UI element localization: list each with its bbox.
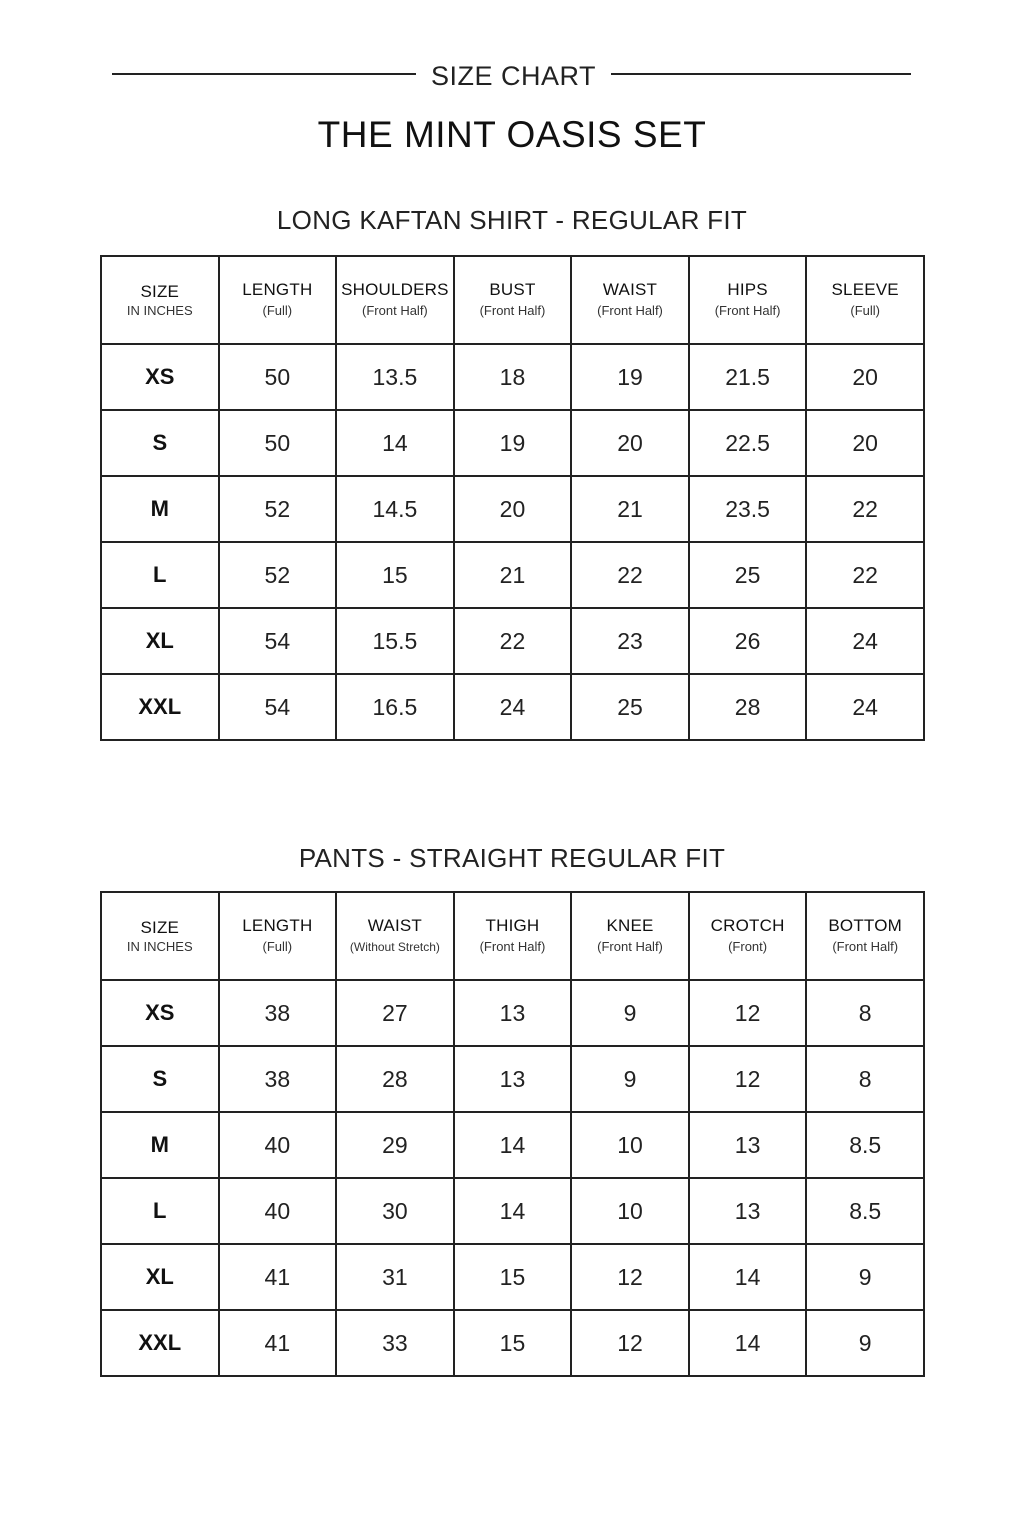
table-cell: 24 xyxy=(806,674,924,740)
column-header-label: LENGTH xyxy=(242,916,313,935)
column-header-label: SHOULDERS xyxy=(341,280,449,299)
table-cell: 9 xyxy=(571,1046,689,1112)
table-cell: 15 xyxy=(336,542,454,608)
header-rule-left xyxy=(112,73,416,75)
table-cell: 40 xyxy=(219,1112,337,1178)
table-cell: 14 xyxy=(454,1178,572,1244)
column-header-thigh xyxy=(454,892,572,980)
table-cell: 12 xyxy=(689,1046,807,1112)
table-cell: 10 xyxy=(571,1112,689,1178)
table-cell: 25 xyxy=(689,542,807,608)
table-cell: 38 xyxy=(219,1046,337,1112)
column-header-label: THIGH xyxy=(485,916,540,935)
table-cell: 21 xyxy=(571,476,689,542)
table-row xyxy=(101,1112,924,1178)
table-cell: 8 xyxy=(806,980,924,1046)
table-cell: 31 xyxy=(336,1244,454,1310)
column-header-hips xyxy=(689,256,807,344)
column-header-label: SIZE xyxy=(140,282,180,301)
table-cell: 20 xyxy=(454,476,572,542)
table-cell: 23 xyxy=(571,608,689,674)
size-cell: M xyxy=(101,1112,219,1178)
column-header-length xyxy=(219,256,337,344)
column-header-label: BOTTOM xyxy=(828,916,902,935)
table-cell: 29 xyxy=(336,1112,454,1178)
column-header-sublabel: (Front Half) xyxy=(597,939,663,954)
table-cell: 54 xyxy=(219,674,337,740)
table-row xyxy=(101,980,924,1046)
table-cell: 13.5 xyxy=(336,344,454,410)
size-cell: XS xyxy=(101,980,219,1046)
table-cell: 13 xyxy=(454,1046,572,1112)
product-title: THE MINT OASIS SET xyxy=(317,114,707,155)
table-row xyxy=(101,1178,924,1244)
column-header-label: CROTCH xyxy=(710,916,785,935)
table-cell: 9 xyxy=(571,980,689,1046)
table-cell: 50 xyxy=(219,410,337,476)
table-cell: 22 xyxy=(454,608,572,674)
size-cell: L xyxy=(101,542,219,608)
column-header-waist xyxy=(571,256,689,344)
table-row xyxy=(101,1244,924,1310)
table-cell: 28 xyxy=(336,1046,454,1112)
table-cell: 10 xyxy=(571,1178,689,1244)
table-cell: 13 xyxy=(689,1112,807,1178)
table-cell: 23.5 xyxy=(689,476,807,542)
table-cell: 50 xyxy=(219,344,337,410)
table-cell: 22.5 xyxy=(689,410,807,476)
table-cell: 41 xyxy=(219,1310,337,1376)
column-header-sublabel: (Front Half) xyxy=(597,303,663,318)
table-row xyxy=(101,476,924,542)
table-cell: 14 xyxy=(689,1244,807,1310)
table-cell: 33 xyxy=(336,1310,454,1376)
table-cell: 25 xyxy=(571,674,689,740)
table-cell: 13 xyxy=(454,980,572,1046)
table-cell: 26 xyxy=(689,608,807,674)
table-row xyxy=(101,1046,924,1112)
table-cell: 40 xyxy=(219,1178,337,1244)
table-row xyxy=(101,344,924,410)
table-cell: 9 xyxy=(806,1244,924,1310)
table-cell: 14 xyxy=(454,1112,572,1178)
table-cell: 21.5 xyxy=(689,344,807,410)
column-header-length xyxy=(219,892,337,980)
column-header-label: WAIST xyxy=(602,280,658,299)
shirt-size-table xyxy=(100,255,925,741)
column-header-knee xyxy=(571,892,689,980)
table-cell: 20 xyxy=(806,344,924,410)
column-header-label: WAIST xyxy=(367,916,422,935)
size-cell: L xyxy=(101,1178,219,1244)
column-header-label: BUST xyxy=(489,280,536,299)
size-cell: S xyxy=(101,410,219,476)
table-cell: 9 xyxy=(806,1310,924,1376)
table-cell: 52 xyxy=(219,476,337,542)
column-header-label: LENGTH xyxy=(242,280,313,299)
table-header-row xyxy=(101,892,924,980)
column-header-sublabel: (Full) xyxy=(262,303,293,318)
size-cell: M xyxy=(101,476,219,542)
column-header-waist xyxy=(336,892,454,980)
table-cell: 28 xyxy=(689,674,807,740)
column-header-sublabel: (Front Half) xyxy=(362,303,428,318)
table-row xyxy=(101,674,924,740)
table-cell: 19 xyxy=(571,344,689,410)
pants-section-title: PANTS - STRAIGHT REGULAR FIT xyxy=(298,843,726,873)
table-cell: 12 xyxy=(571,1244,689,1310)
table-cell: 15.5 xyxy=(336,608,454,674)
table-cell: 12 xyxy=(689,980,807,1046)
table-cell: 16.5 xyxy=(336,674,454,740)
size-cell: XXL xyxy=(101,1310,219,1376)
table-cell: 20 xyxy=(571,410,689,476)
size-cell: S xyxy=(101,1046,219,1112)
table-cell: 52 xyxy=(219,542,337,608)
column-header-label: KNEE xyxy=(606,916,654,935)
column-header-bust xyxy=(454,256,572,344)
table-cell: 15 xyxy=(454,1244,572,1310)
table-cell: 22 xyxy=(571,542,689,608)
table-cell: 22 xyxy=(806,542,924,608)
column-header-sublabel: (Front Half) xyxy=(479,303,546,318)
column-header-sublabel: (Front Half) xyxy=(714,303,781,318)
table-row xyxy=(101,410,924,476)
table-cell: 21 xyxy=(454,542,572,608)
column-header-sublabel: (Full) xyxy=(850,303,880,318)
column-header-shoulders xyxy=(336,256,454,344)
column-header-crotch xyxy=(689,892,807,980)
shirt-section-title: LONG KAFTAN SHIRT - REGULAR FIT xyxy=(276,205,748,235)
table-row xyxy=(101,608,924,674)
table-cell: 20 xyxy=(806,410,924,476)
table-row xyxy=(101,1310,924,1376)
table-cell: 24 xyxy=(806,608,924,674)
column-header-size xyxy=(101,256,219,344)
column-header-sublabel: (Full) xyxy=(262,939,293,954)
size-cell: XL xyxy=(101,608,219,674)
size-cell: XS xyxy=(101,344,219,410)
column-header-sleeve xyxy=(806,256,924,344)
pants-size-table xyxy=(100,891,925,1377)
column-header-label: HIPS xyxy=(727,280,768,299)
column-header-sublabel: (Front Half) xyxy=(479,939,546,954)
table-cell: 8.5 xyxy=(806,1178,924,1244)
column-header-label: SIZE xyxy=(140,918,180,937)
table-cell: 22 xyxy=(806,476,924,542)
column-header-label: SLEEVE xyxy=(831,280,899,299)
table-cell: 19 xyxy=(454,410,572,476)
table-cell: 54 xyxy=(219,608,337,674)
table-cell: 14 xyxy=(689,1310,807,1376)
table-cell: 8 xyxy=(806,1046,924,1112)
column-header-sublabel: (Without Stretch) xyxy=(349,940,440,954)
size-chart-label: SIZE CHART xyxy=(430,61,597,91)
table-cell: 12 xyxy=(571,1310,689,1376)
table-cell: 14.5 xyxy=(336,476,454,542)
table-cell: 13 xyxy=(689,1178,807,1244)
table-row xyxy=(101,542,924,608)
table-cell: 27 xyxy=(336,980,454,1046)
table-cell: 24 xyxy=(454,674,572,740)
table-cell: 30 xyxy=(336,1178,454,1244)
table-cell: 38 xyxy=(219,980,337,1046)
table-cell: 14 xyxy=(336,410,454,476)
column-header-sublabel: (Front Half) xyxy=(832,939,899,954)
table-cell: 15 xyxy=(454,1310,572,1376)
table-cell: 8.5 xyxy=(806,1112,924,1178)
column-header-size xyxy=(101,892,219,980)
column-header-sublabel: IN INCHES xyxy=(126,303,193,318)
table-cell: 41 xyxy=(219,1244,337,1310)
column-header-sublabel: (Front) xyxy=(728,939,768,954)
column-header-sublabel: IN INCHES xyxy=(126,939,193,954)
table-header-row xyxy=(101,256,924,344)
header-rule-right xyxy=(611,73,911,75)
size-cell: XXL xyxy=(101,674,219,740)
size-cell: XL xyxy=(101,1244,219,1310)
table-cell: 18 xyxy=(454,344,572,410)
column-header-bottom xyxy=(806,892,924,980)
